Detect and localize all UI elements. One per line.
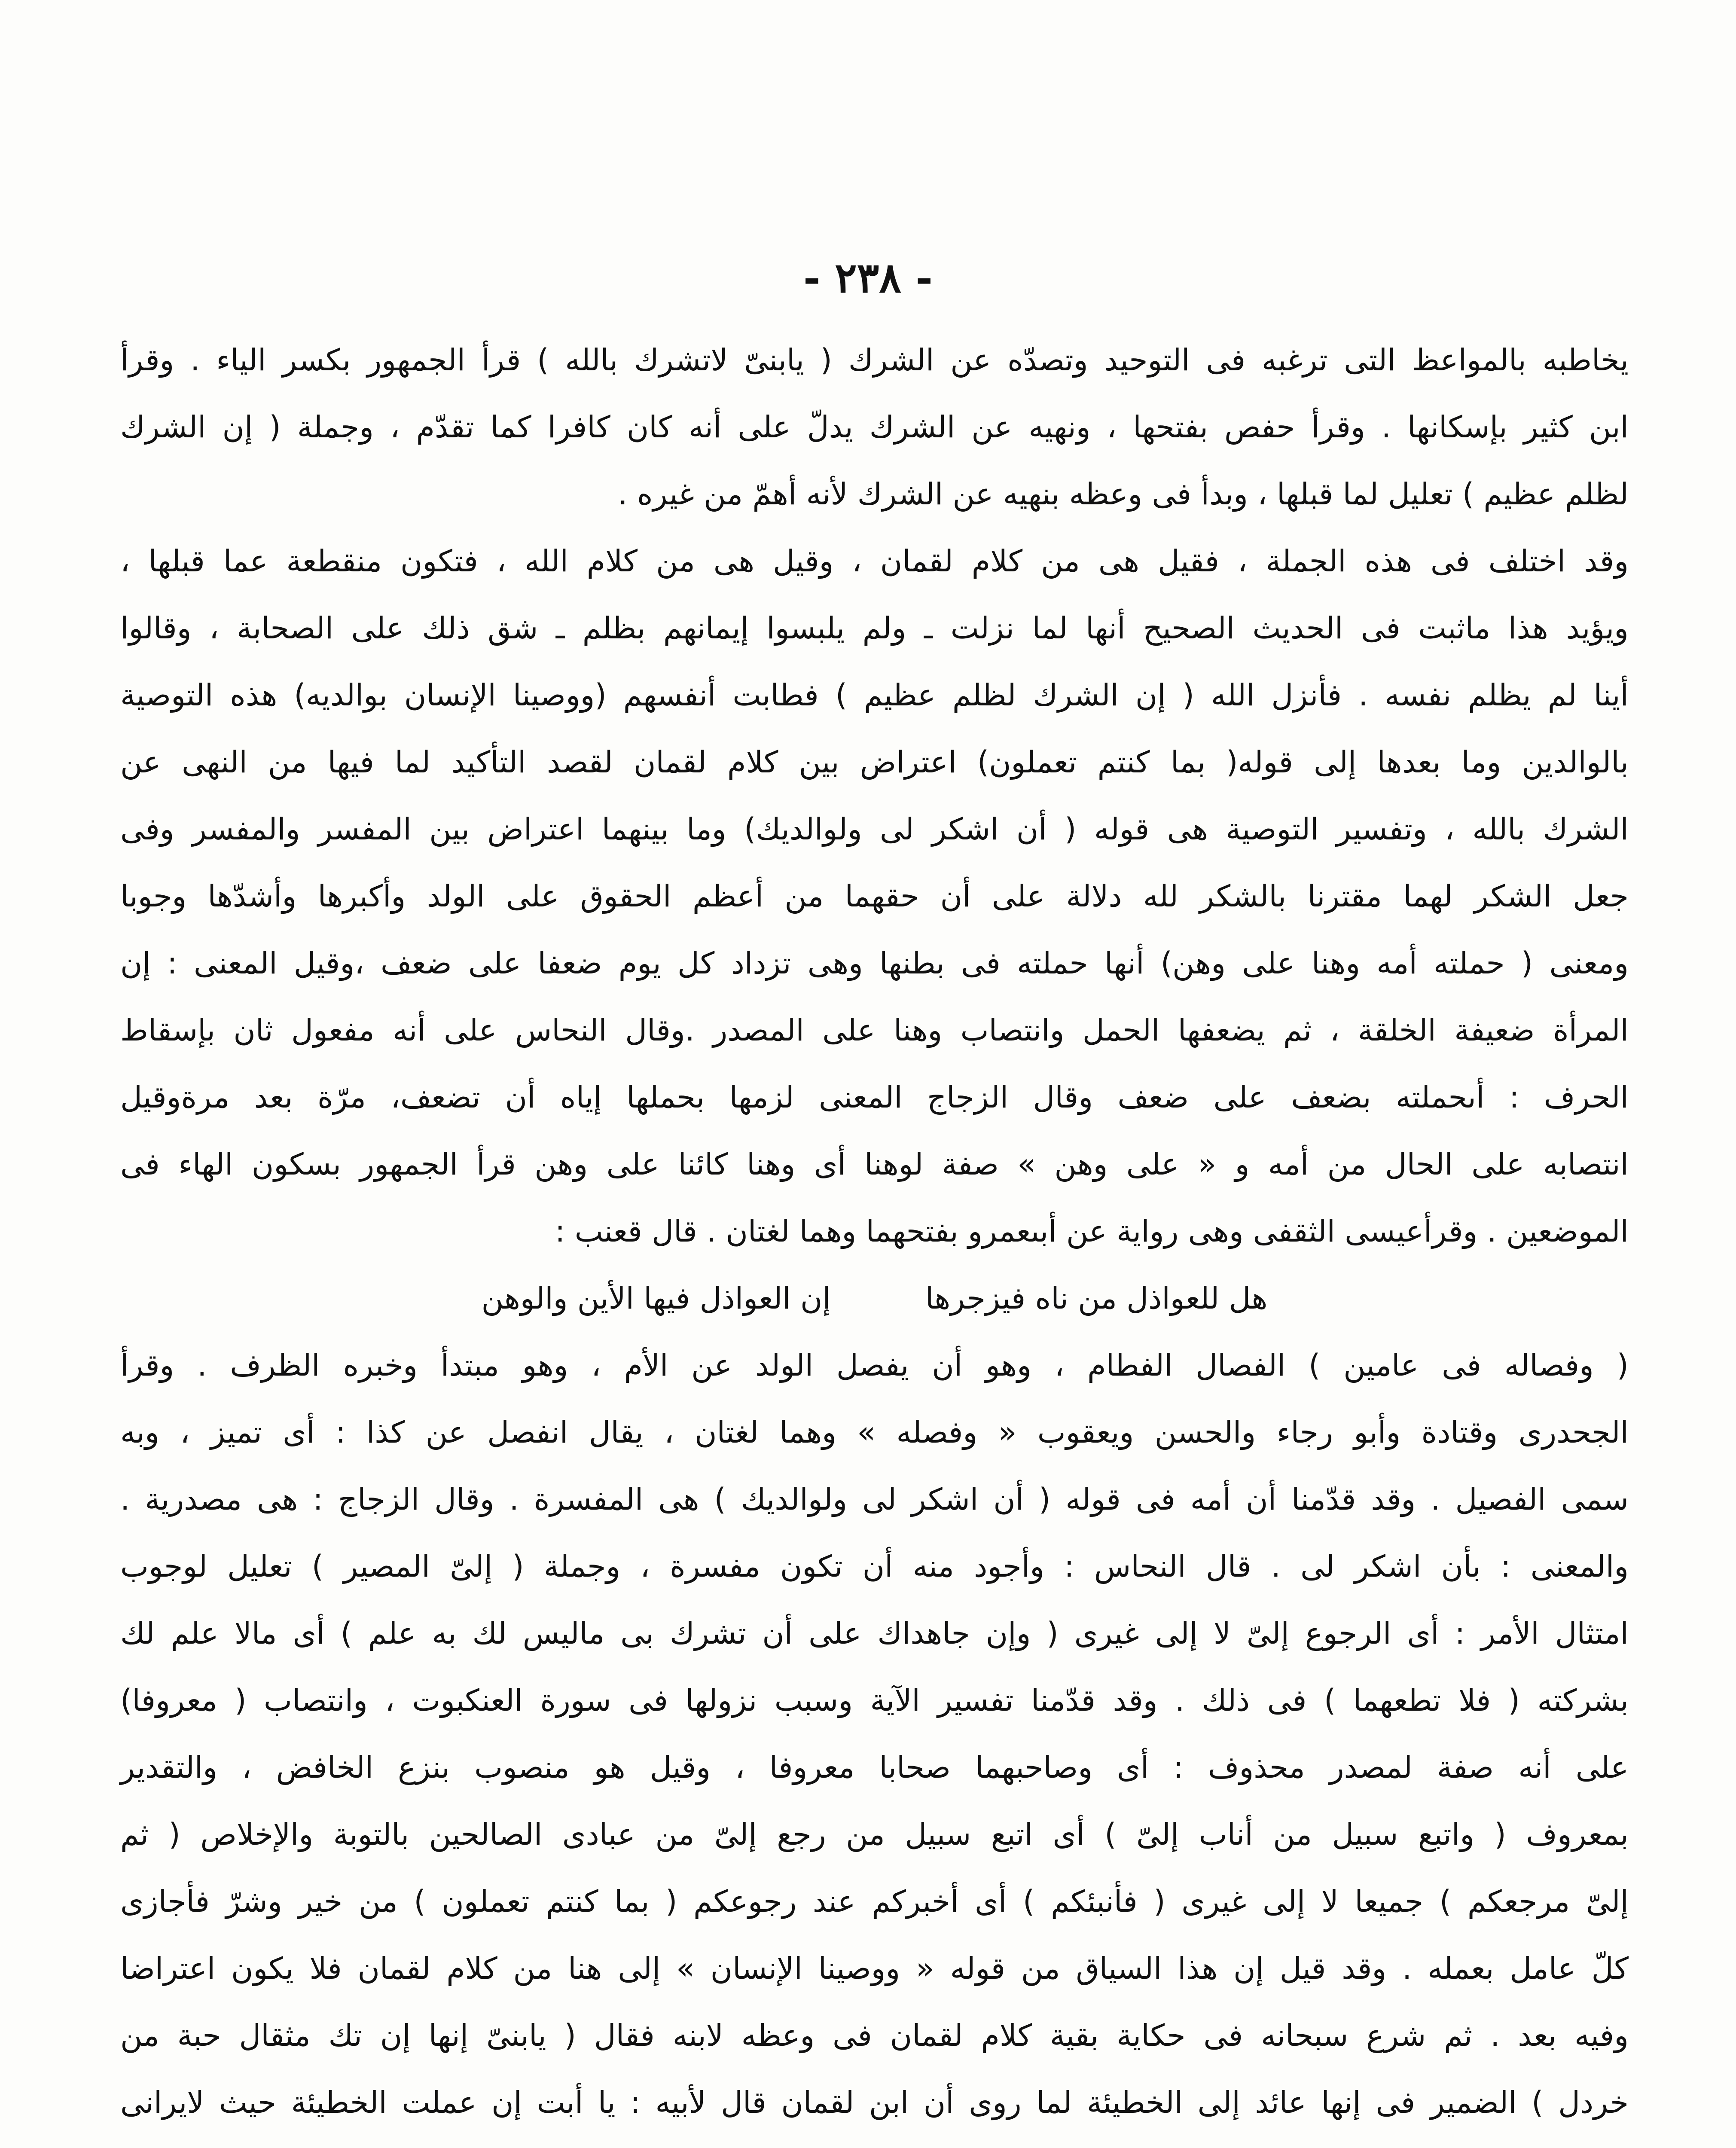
text-line (120, 2136, 1629, 2148)
text-line: الجحدرى وقتادة وأبو رجاء والحسن ويعقوب « وفصله » وهما لغتان ، يقال انفصل عن كذا : أى تميز ، وبه (120, 1415, 1629, 1450)
page-number: - ٢٣٨ - (803, 253, 933, 302)
text-line: بمعروف ( واتبع سبيل من أناب إلىّ ) أى اتبع سبيل من رجع إلىّ من عبادى الصالحين بالتوبة والإخلاص ( ثم (120, 1817, 1629, 1852)
text-line: الحرف : أىحملته بضعف على ضعف وقال الزجاج المعنى لزمها بحملها إياه أن تضعف، مرّة بعد مرةوقيل (120, 1080, 1629, 1115)
text-line: أينا لم يظلم نفسه . فأنزل الله ( إن الشرك لظلم عظيم ) فطابت أنفسهم (ووصينا الإنسان بوالديه) هذه التوصية (120, 677, 1629, 713)
text-line: لظلم عظيم ) تعليل لما قبلها ، وبدأ فى وعظه بنهيه عن الشرك لأنه أهمّ من غيره . (618, 476, 1629, 512)
text-line: ويؤيد هذا ماثبت فى الحديث الصحيح أنها لما نزلت ـ ولم يلبسوا إيمانهم بظلم ـ شق ذلك على الصحابة ، وقالوا (120, 610, 1629, 646)
text-line: ومعنى ( حملته أمه وهنا على وهن) أنها حملته فى بطنها وهى تزداد كل يوم ضعفا على ضعف ،وقيل المعنى : إن (120, 946, 1629, 981)
poetry-verse (120, 1265, 1629, 1332)
text-line: على أنه صفة لمصدر محذوف : أى وصاحبهما صحابا معروفا ، وقيل هو منصوب بنزع الخافض ، والتقدير (120, 1750, 1629, 1785)
text-line: يخاطبه بالمواعظ التى ترغبه فى التوحيد وتصدّه عن الشرك ( يابنىّ لاتشرك بالله ) قرأ الجمهور بكسر الياء . وقرأ (120, 342, 1629, 378)
text-line: المرأة ضعيفة الخلقة ، ثم يضعفها الحمل وانتصاب وهنا على المصدر .وقال النحاس على أنه مفعول ثان بإسقاط (120, 1013, 1629, 1048)
text-line: انتصابه على الحال من أمه و « على وهن » صفة لوهنا أى وهنا كائنا على وهن قرأ الجمهور بسكون الهاء فى (120, 1147, 1629, 1182)
verse-second-hemistich: إن العواذل فيها الأين والوهن (481, 1281, 831, 1316)
text-line: وقد اختلف فى هذه الجملة ، فقيل هى من كلام لقمان ، وقيل هى من كلام الله ، فتكون منقطعة عما قبلها ، (120, 543, 1629, 579)
text-line: جعل الشكر لهما مقترنا بالشكر لله دلالة على أن حقهما من أعظم الحقوق على الولد وأكبرها وأشدّها وجوبا (120, 879, 1629, 914)
text-line: والمعنى : بأن اشكر لى . قال النحاس : وأجود منه أن تكون مفسرة ، وجملة ( إلىّ المصير ) تعليل لوجوب (120, 1549, 1629, 1584)
text-line: وفيه بعد . ثم شرع سبحانه فى حكاية بقية كلام لقمان فى وعظه لابنه فقال ( يابنىّ إنها إن تك مثقال حبة من (120, 2018, 1629, 2053)
text-line: خردل ) الضمير فى إنها عائد إلى الخطيئة لما روى أن ابن لقمان قال لأبيه : يا أبت إن عملت الخطيئة حيث لايرانى (120, 2085, 1629, 2120)
text-line: بشركته ( فلا تطعهما ) فى ذلك . وقد قدّمنا تفسير الآية وسبب نزولها فى سورة العنكبوت ، وانتصاب ( معروفا) (120, 1683, 1629, 1718)
body-text (120, 326, 1629, 2148)
verse-first-hemistich: هل للعواذل من ناه فيزجرها (925, 1281, 1268, 1316)
text-line: ( وفصاله فى عامين ) الفصال الفطام ، وهو أن يفصل الولد عن الأم ، وهو مبتدأ وخبره الظرف . وقرأ (120, 1348, 1629, 1383)
text-line: سمى الفصيل . وقد قدّمنا أن أمه فى قوله ( أن اشكر لى ولوالديك ) هى المفسرة . وقال الزجاج : هى مصدرية . (120, 1482, 1629, 1517)
text-line: بالوالدين وما بعدها إلى قوله( بما كنتم تعملون) اعتراض بين كلام لقمان لقصد التأكيد لما فيها من النهى عن (120, 744, 1629, 780)
text-line: الموضعين . وقرأعيسى الثقفى وهى رواية عن أبىعمرو بفتحهما وهما لغتان . قال قعنب : (555, 1214, 1629, 1249)
text-line: الشرك بالله ، وتفسير التوصية هى قوله ( أن اشكر لى ولوالديك) وما بينهما اعتراض بين المفسر والمفسر وفى (120, 812, 1629, 847)
text-line: إلىّ مرجعكم ) جميعا لا إلى غيرى ( فأنبئكم ) أى أخبركم عند رجوعكم ( بما كنتم تعملون ) من خير وشرّ فأجازى (120, 1884, 1629, 1919)
text-line: امتثال الأمر : أى الرجوع إلىّ لا إلى غيرى ( وإن جاهداك على أن تشرك بى ماليس لك به علم ) أى مالا علم لك (120, 1616, 1629, 1651)
text-line: ابن كثير بإسكانها . وقرأ حفص بفتحها ، ونهيه عن الشرك يدلّ على أنه كان كافرا كما تقدّم ، وجملة ( إن الشرك (120, 409, 1629, 445)
text-line: كلّ عامل بعمله . وقد قيل إن هذا السياق من قوله « ووصينا الإنسان » إلى هنا من كلام لقمان فلا يكون اعتراضا (120, 1951, 1629, 1986)
